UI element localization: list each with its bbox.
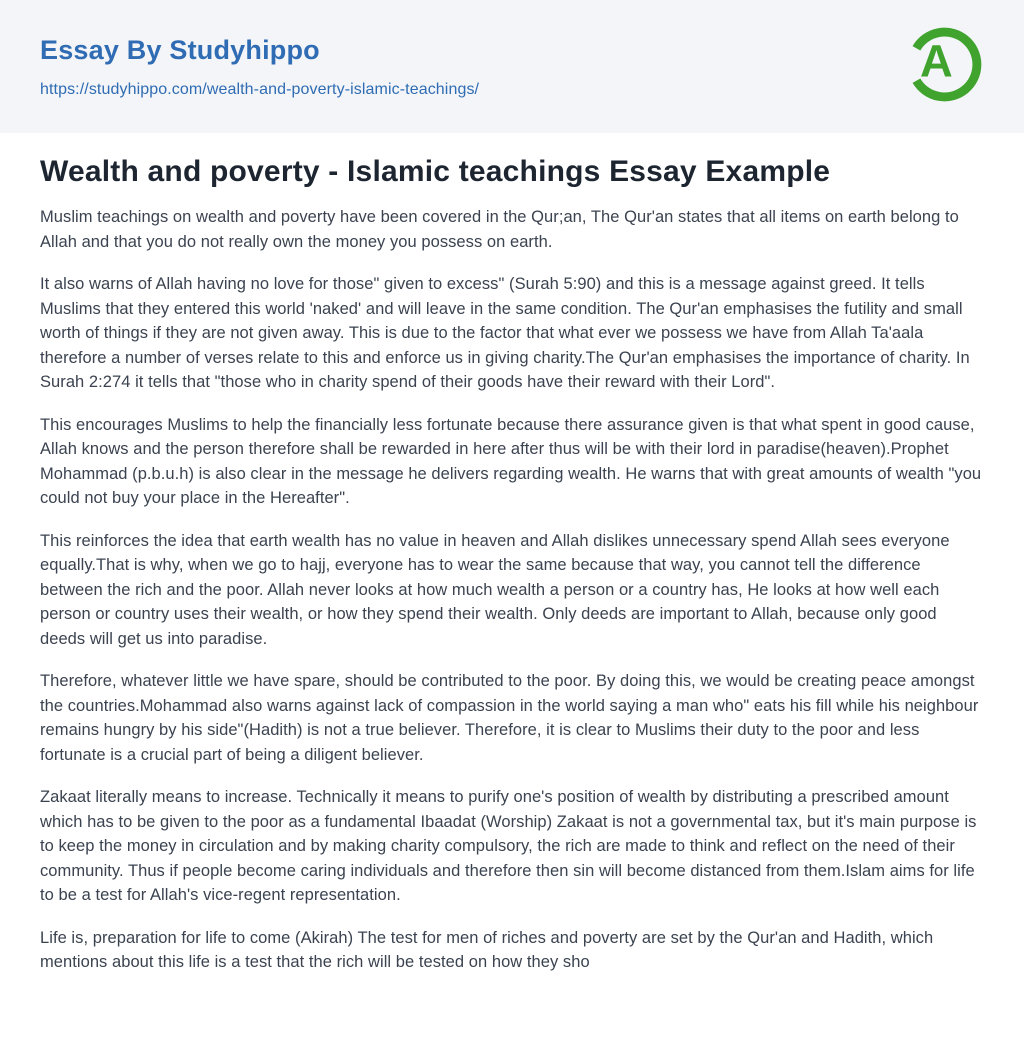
article-paragraph-1: Muslim teachings on wealth and poverty have been covered in the Qur;an, The Qur'an states that all items on earth belong to Allah and that you do not really own the money you possess on earth. <box>40 208 959 251</box>
article-paragraph-2: It also warns of Allah having no love for those" given to excess" (Surah 5:90) and this is a message against greed. It tells Muslims that they entered this world 'naked' and will leave in the same condition. The Qur'an emphasises the futility and small worth of things if they are not given away. This is due to the factor that what ever we possess we have from Allah Ta'aala therefore a number of verses relate to this and enforce us in giving charity.The Qur'an emphasises the importance of charity. In Surah 2:274 it tells that "those who in charity spend of their goods have their reward with their Lord". <box>40 275 970 391</box>
page-header <box>0 0 1024 133</box>
article-content <box>0 154 1024 975</box>
article-paragraph-5: Therefore, whatever little we have spare, should be contributed to the poor. By doing this, we would be creating peace amongst the countries.Mohammad also warns against lack of compassion in the world saying a man who" eats his fill while his neighbour remains hungry by his side"(Hadith) is not a true believer. Therefore, it is clear to Muslims their duty to the poor and less fortunate is a crucial part of being a diligent believer. <box>40 672 979 764</box>
logo-letter: A <box>920 35 953 87</box>
site-title: Essay By Studyhippo <box>40 35 320 65</box>
article-paragraph-4: This reinforces the idea that earth wealth has no value in heaven and Allah dislikes unnecessary spend Allah sees everyone equally.That is why, when we go to hajj, everyone has to wear the same because that way, you cannot tell the difference between the rich and the poor. Allah never looks at how much wealth a person or a country has, He looks at how well each person or country uses their wealth, or how they spend their wealth. Only deeds are important to Allah, because only good deeds will get us into paradise. <box>40 531 950 648</box>
article-paragraph-7: Life is, preparation for life to come (Akirah) The test for men of riches and poverty are set by the Qur'an and Hadith, which mentions about this life is a test that the rich will be tested on how they sho <box>40 928 934 971</box>
article-paragraph-6: Zakaat literally means to increase. Technically it means to purify one's position of wealth by distributing a prescribed amount which has to be given to the poor as a fundamental Ibaadat (Worship) Zakaat is not a governmental tax, but it's main purpose is to keep the money in circulation and by making charity compulsory, the rich are made to think and reflect on the need of their community. Thus if people become caring individuals and therefore then sin will become distanced from them.Islam aims for life to be a test for Allah's vice-regent representation. <box>40 788 977 904</box>
article-paragraph-3: This encourages Muslims to help the financially less fortunate because there assurance given is that what spent in good cause, Allah knows and the person therefore shall be rewarded in here after thus will be with their lord in paradise(heaven).Prophet Mohammad (p.b.u.h) is also clear in the message he delivers regarding wealth. He warns that with great amounts of wealth "you could not buy your place in the Hereafter". <box>40 415 982 507</box>
article-url-link[interactable]: https://studyhippo.com/wealth-and-poverty-islamic-teachings/ <box>40 80 480 98</box>
article-title: Wealth and poverty - Islamic teachings Essay Example <box>40 155 831 188</box>
studyhippo-logo-icon <box>904 24 985 105</box>
